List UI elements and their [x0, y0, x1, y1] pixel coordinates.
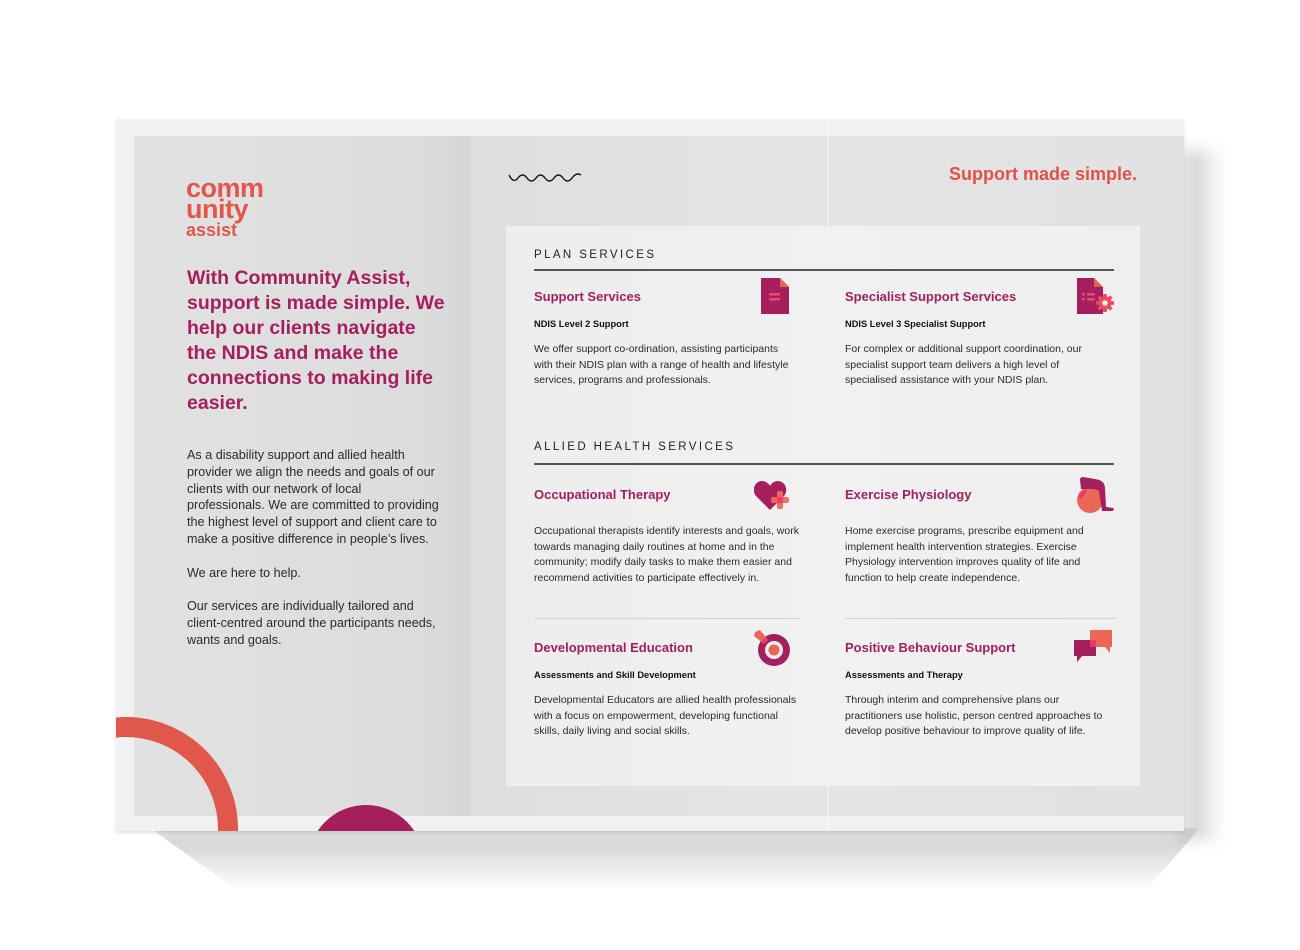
- coral-arc-decoration: [116, 717, 238, 831]
- magenta-semicircle-decoration: [308, 805, 424, 831]
- service-positive-behaviour-support: [845, 640, 1110, 740]
- section-divider: [534, 269, 1114, 271]
- service-description: Home exercise programs, prescribe equipment and implement health intervention strategies. Exercise Physiology intervention improves quality of life and function to help create independence.: [845, 525, 1084, 585]
- service-subtitle: NDIS Level 2 Support: [534, 319, 629, 329]
- service-title: Specialist Support Services: [845, 289, 1017, 304]
- service-exercise-physiology: [845, 487, 1110, 587]
- service-description: Occupational therapists identify interests and goals, work towards managing daily routines at home and in the community; modify daily tasks to make them easier and recommend activities to participate effectively in.: [534, 525, 799, 585]
- page-shadow-right: [1184, 150, 1224, 840]
- service-title: Exercise Physiology: [845, 487, 972, 502]
- logo-line-1: comm: [186, 173, 264, 203]
- service-title: Support Services: [534, 289, 641, 304]
- tagline: Support made simple.: [948, 164, 1137, 184]
- service-support-services: [534, 289, 799, 389]
- heart-plus-icon: [754, 479, 792, 512]
- intro-text: [187, 447, 442, 665]
- intro-paragraph: As a disability support and allied health provider we align the needs and goals of our clients with our network of local professionals. We are committed to providing the highest level of support and client care to make a positive difference in people’s lives.: [187, 448, 439, 546]
- section-label-allied-health-services: ALLIED HEALTH SERVICES: [534, 441, 736, 453]
- left-panel: [134, 136, 471, 816]
- section-divider: [534, 463, 1114, 465]
- divider: [534, 618, 800, 619]
- target-icon: [753, 629, 793, 667]
- brochure-spread: [116, 119, 1184, 831]
- document-icon: [761, 278, 789, 314]
- service-title: Occupational Therapy: [534, 487, 671, 502]
- service-description: Through interim and comprehensive plans our practitioners use holistic, person centred approaches to develop positive behaviour to improve quality of life.: [845, 694, 1103, 738]
- service-subtitle: NDIS Level 3 Specialist Support: [845, 319, 986, 329]
- exercise-ball-icon: [1075, 477, 1117, 515]
- divider: [845, 618, 1116, 619]
- intro-paragraph: Our services are individually tailored and client-centred around the participants needs, wants and goals.: [187, 599, 436, 647]
- service-subtitle: Assessments and Skill Development: [534, 670, 696, 680]
- headline: With Community Assist, support is made simple. We help our clients navigate the NDIS and make the connections to making life easier.: [187, 267, 445, 414]
- document-gear-icon: [1077, 278, 1115, 314]
- service-title: Developmental Education: [534, 640, 693, 655]
- service-description: Developmental Educators are allied health professionals with a focus on empowerment, developing functional skills, daily living and social skills.: [534, 694, 797, 738]
- intro-paragraph: We are here to help.: [187, 565, 301, 580]
- wave-squiggle-icon: [508, 171, 586, 185]
- community-assist-logo: [186, 173, 264, 241]
- section-label-plan-services: PLAN SERVICES: [534, 249, 657, 261]
- page-shadow-bottom: [150, 828, 1200, 888]
- services-card: [506, 226, 1140, 786]
- service-description: We offer support co-ordination, assisting participants with their NDIS plan with a range of health and lifestyle services, programs and professionals.: [534, 343, 789, 387]
- service-subtitle: Assessments and Therapy: [845, 670, 963, 680]
- speech-bubbles-icon: [1074, 630, 1114, 664]
- service-specialist-support-services: [845, 289, 1110, 389]
- logo-line-3: assist: [186, 220, 238, 241]
- service-description: For complex or additional support coordination, our specialist support team delivers a high level of specialised assistance with your NDIS plan.: [845, 343, 1082, 387]
- logo-line-2: unity: [186, 194, 248, 225]
- service-title: Positive Behaviour Support: [845, 640, 1016, 655]
